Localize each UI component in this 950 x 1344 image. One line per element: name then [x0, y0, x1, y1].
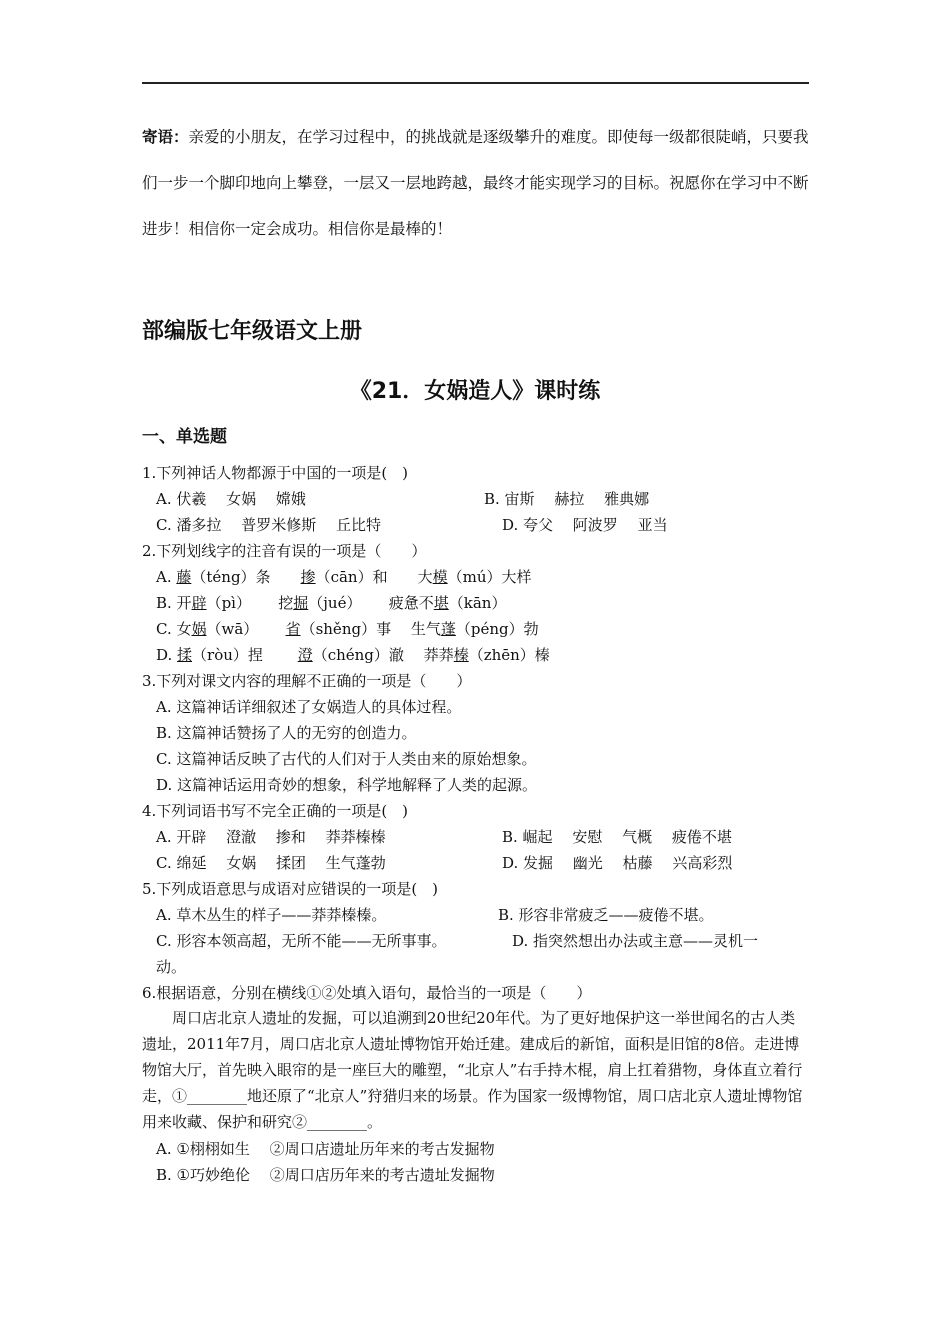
q1-option-d: D. 夸父 阿波罗 亚当: [502, 516, 668, 534]
q5-option-a: A. 草木丛生的样子——莽莽榛榛。: [156, 906, 387, 924]
q3-stem: 3.下列对课文内容的理解不正确的一项是（ ）: [142, 672, 472, 690]
underlined-char: 模: [432, 568, 448, 586]
q6-passage: 周口店北京人遗址的发掘，可以追溯到20世纪20年代。为了更好地保护这一举世闻名的古人类遗址，2011年7月，周口店北京人遗址博物馆开始迁建。建成后的新馆，面积是旧馆的8倍。走进博物馆大厅，首先映入眼帘的是一座巨大的雕塑，“北京人”右手持木棍，肩上扛着猎物，身体直立着行走，①________地还原了“北京人”狩猎归来的场景。作为国家一级博物馆，周口店北京人遗址博物馆用来收藏、保护和研究②________。: [142, 1009, 803, 1131]
q5-option-c: C. 形容本领高超，无所不能——无所事事。: [156, 932, 447, 950]
q3-option-b: B. 这篇神话赞扬了人的无穷的创造力。: [156, 724, 417, 742]
q6-stem: 6.根据语意，分别在横线①②处填入语句，最恰当的一项是（ ）: [142, 984, 592, 1002]
text: （pì） 挖: [206, 594, 294, 612]
q6-option-a: A. ①栩栩如生 ②周口店遗址历年来的考古发掘物: [156, 1140, 495, 1158]
q2-option-c: [156, 618, 539, 639]
underlined-char: 蓬: [440, 620, 456, 638]
q1-stem: 1.下列神话人物都源于中国的一项是( ): [142, 464, 409, 482]
underlined-char: 娲: [191, 620, 207, 638]
text: （zhēn）榛: [468, 646, 550, 664]
q1-option-a: A. 伏羲 女娲 嫦娥: [156, 490, 306, 508]
q5-option-d: D. 指突然想出办法或主意——灵机一: [512, 932, 759, 950]
text: A.: [156, 568, 177, 586]
underlined-char: 堪: [433, 594, 449, 612]
message-label: 寄语：: [142, 127, 189, 146]
text: （péng）勃: [455, 620, 539, 638]
q1-option-b: B. 宙斯 赫拉 雅典娜: [484, 490, 650, 508]
q4-option-b: B. 崛起 安慰 气概 疲倦不堪: [502, 828, 732, 846]
header-rule: [142, 82, 809, 84]
text: （wā）: [206, 620, 286, 638]
underlined-char: 辟: [191, 594, 207, 612]
message-body: 亲爱的小朋友，在学习过程中，的挑战就是逐级攀升的难度。即使每一级都很陡峭，只要我们一步一个脚印地向上攀登，一层又一层地跨越，最终才能实现学习的目标。祝愿你在学习中不断进步！相信你一定会成功。相信你是最棒的！: [142, 128, 809, 238]
underlined-char: 掺: [300, 568, 316, 586]
text: C. 女: [156, 620, 192, 638]
q2-option-a: [156, 566, 532, 587]
underlined-char: 澄: [297, 646, 313, 664]
text: B. 开: [156, 594, 192, 612]
section-heading: 一、单选题: [142, 427, 227, 447]
q1-option-c: C. 潘多拉 普罗米修斯 丘比特: [156, 516, 382, 534]
q3-option-a: A. 这篇神话详细叙述了女娲造人的具体过程。: [156, 698, 462, 716]
book-title: 部编版七年级语文上册: [142, 319, 363, 344]
lesson-title: 《21．女娲造人》课时练: [349, 379, 601, 404]
underlined-char: 掘: [293, 594, 309, 612]
underlined-char: 揉: [177, 646, 193, 664]
text: （cān）和: [315, 568, 418, 586]
text: （shěng）事 生气: [300, 620, 441, 638]
text: （jué） 疲惫不: [308, 594, 434, 612]
underlined-char: 藤: [176, 568, 192, 586]
text: 大: [417, 568, 433, 586]
q4-option-a: A. 开辟 澄澈 掺和 莽莽榛榛: [156, 828, 386, 846]
underlined-char: 榛: [453, 646, 469, 664]
text: D.: [156, 646, 178, 664]
q2-option-b: [156, 592, 506, 613]
q4-option-c: C. 绵延 女娲 揉团 生气蓬勃: [156, 854, 386, 872]
q3-option-c: C. 这篇神话反映了古代的人们对于人类由来的原始想象。: [156, 750, 537, 768]
q3-option-d: D. 这篇神话运用奇妙的想象，科学地解释了人类的起源。: [156, 776, 538, 794]
q6-option-b: B. ①巧妙绝伦 ②周口店历年来的考古遗址发掘物: [156, 1166, 495, 1184]
encouragement-message: [142, 114, 812, 252]
q2-stem: 2.下列划线字的注音有误的一项是（ ）: [142, 542, 427, 560]
q2-option-d: [156, 644, 550, 665]
q4-option-d: D. 发掘 幽光 枯藤 兴高彩烈: [502, 854, 733, 872]
text: （kān）: [448, 594, 507, 612]
text: （téng）条: [191, 568, 301, 586]
text: （ròu）捏: [192, 646, 298, 664]
text: （mú）大样: [447, 568, 532, 586]
text: （chéng）澈 莽莽: [312, 646, 454, 664]
underlined-char: 省: [285, 620, 301, 638]
q5-option-b: B. 形容非常疲乏——疲倦不堪。: [498, 906, 714, 924]
q5-option-d-continued: 动。: [156, 958, 187, 976]
q4-stem: 4.下列词语书写不完全正确的一项是( ): [142, 802, 409, 820]
q5-stem: 5.下列成语意思与成语对应错误的一项是( ): [142, 880, 439, 898]
